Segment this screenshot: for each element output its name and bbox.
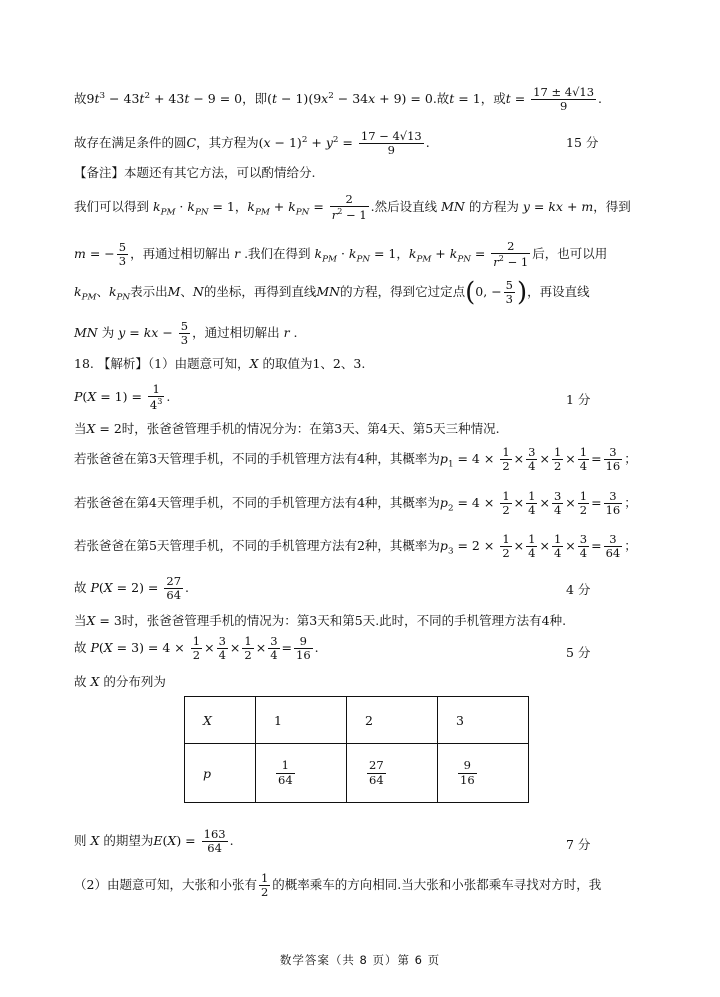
line-day3-probability: 若张爸爸在第3天管理手机，不同的手机管理方法有4种，其概率为$p_1 = 4$ × $\frac{1}{2}$ × $\frac{3}{4}$ × $\frac{1}{2}$ × $\frac{1}{4}$ = $\frac{3}{16}$ ； — [74, 445, 637, 474]
table-row — [185, 697, 529, 744]
score-label: 4 分 — [566, 582, 591, 597]
fraction: $\frac{5}{3}$ — [505, 278, 513, 307]
line-fixed-point: $k_{PM}$、$k_{PN}$表示出M、N的坐标，再得到直线MN的方程，得到它过定点(0, − $\frac{5}{3}$ )，再设直线 — [74, 277, 590, 308]
line-p-x1: P(X = 1) = $\frac{1}{4^3}$ . — [74, 382, 171, 413]
line-p-x2: 故 P(X = 2) = $\frac{27}{64}$ . — [74, 574, 189, 603]
line-case-x2: 当X = 2时，张爸爸管理手机的情况分为：在第3天、第4天、第5天三种情况. — [74, 421, 500, 436]
fraction: $\frac{5}{3}$ — [180, 319, 189, 348]
distribution-table — [184, 696, 529, 803]
section-18-heading: 18. 【解析】（1）由题意可知，X 的取值为1、2、3. — [74, 356, 366, 371]
line-mn-equation: MN 为 y = kx − $\frac{5}{3}$ ，通过相切解出 r . — [74, 319, 298, 348]
score-label: 1 分 — [566, 392, 591, 407]
line-day5-probability: 若张爸爸在第5天管理手机，不同的手机管理方法有2种，其概率为$p_3 = 2$ × $\frac{1}{2}$ × $\frac{1}{4}$ × $\frac{1}{4}$ × $\frac{3}{4}$ = $\frac{3}{64}$ ； — [74, 532, 637, 561]
table-header-cell: 1 — [256, 697, 347, 744]
line-case-x3: 当X = 3时，张爸爸管理手机的情况为：第3天和第5天.此时，不同的手机管理方法有4种. — [74, 613, 567, 628]
score-label: 15 分 — [566, 135, 599, 150]
fraction: $\frac{2}{r^2 - 1}$ — [493, 239, 529, 270]
fraction: $\frac{1}{4^3}$ — [149, 382, 163, 413]
line-circle-equation: 故存在满足条件的圆C，其方程为$(x - 1)^2 + y^2$ = $\frac{17 - 4√13}{9}$ . — [74, 129, 430, 158]
table-header-cell: 3 — [438, 697, 529, 744]
line-m-value: m = − $\frac{5}{3}$ ，再通过相切解出 r .我们在得到 $k_{PM} \cdot k_{PN} = 1$，$k_{PM} + k_{PN}$ = $\frac{2}{r^2 - 1}$ 后，也可以用 — [74, 239, 608, 270]
fraction: $\frac{5}{3}$ — [118, 239, 127, 269]
score-label: 7 分 — [566, 837, 591, 852]
table-row-label: p — [185, 744, 256, 803]
table-cell: $\frac{1}{64}$ — [256, 744, 347, 803]
line-distribution-intro: 故 X 的分布列为 — [74, 674, 166, 689]
table-header-cell: 2 — [347, 697, 438, 744]
line-part2: （2）由题意可知，大张和小张有 $\frac{1}{2}$ 的概率乘车的方向相同.当大张和小张都乘车寻找对方时，我 — [74, 871, 602, 900]
page-footer: 数学答案（共 8 页）第 6 页 — [279, 953, 441, 967]
score-label: 5 分 — [566, 645, 591, 660]
fraction: $\frac{17 \pm 4√13}{9}$ — [533, 85, 595, 114]
line-p-x3: 故 P(X = 3) = 4 × $\frac{1}{2}$ × $\frac{3}{4}$ × $\frac{1}{2}$ × $\frac{3}{4}$ = $\frac{9}{16}$ . — [74, 634, 319, 663]
line-solve-t: 故$9t^3 - 43t^2 + 43t - 9 = 0$，即$(t - 1)(9x^2 - 34x + 9) = 0$.故t = 1，或t = $\frac{17 \pm 4√13}{9}$ . — [74, 85, 603, 114]
line-slope-relation: 我们可以得到 $k_{PM} \cdot k_{PN} = 1$，$k_{PM} + k_{PN}$ = $\frac{2}{r^2 - 1}$ .然后设直线 MN 的方程为 y = kx + m，得到 — [74, 192, 631, 223]
line-expectation: 则 X 的期望为E(X) = $\frac{163}{64}$ . — [74, 827, 234, 856]
table-row — [185, 744, 529, 803]
line-day4-probability: 若张爸爸在第4天管理手机，不同的手机管理方法有4种，其概率为$p_2 = 4$ × $\frac{1}{2}$ × $\frac{1}{4}$ × $\frac{3}{4}$ × $\frac{1}{2}$ = $\frac{3}{16}$ ； — [74, 489, 637, 518]
table-header-cell: X — [185, 697, 256, 744]
fraction: $\frac{2}{r^2 - 1}$ — [331, 192, 367, 223]
table-cell: $\frac{27}{64}$ — [347, 744, 438, 803]
fraction: $\frac{17 - 4√13}{9}$ — [360, 129, 422, 158]
table-cell: $\frac{9}{16}$ — [438, 744, 529, 803]
remark-note: 【备注】本题还有其它方法，可以酌情给分. — [74, 165, 316, 180]
